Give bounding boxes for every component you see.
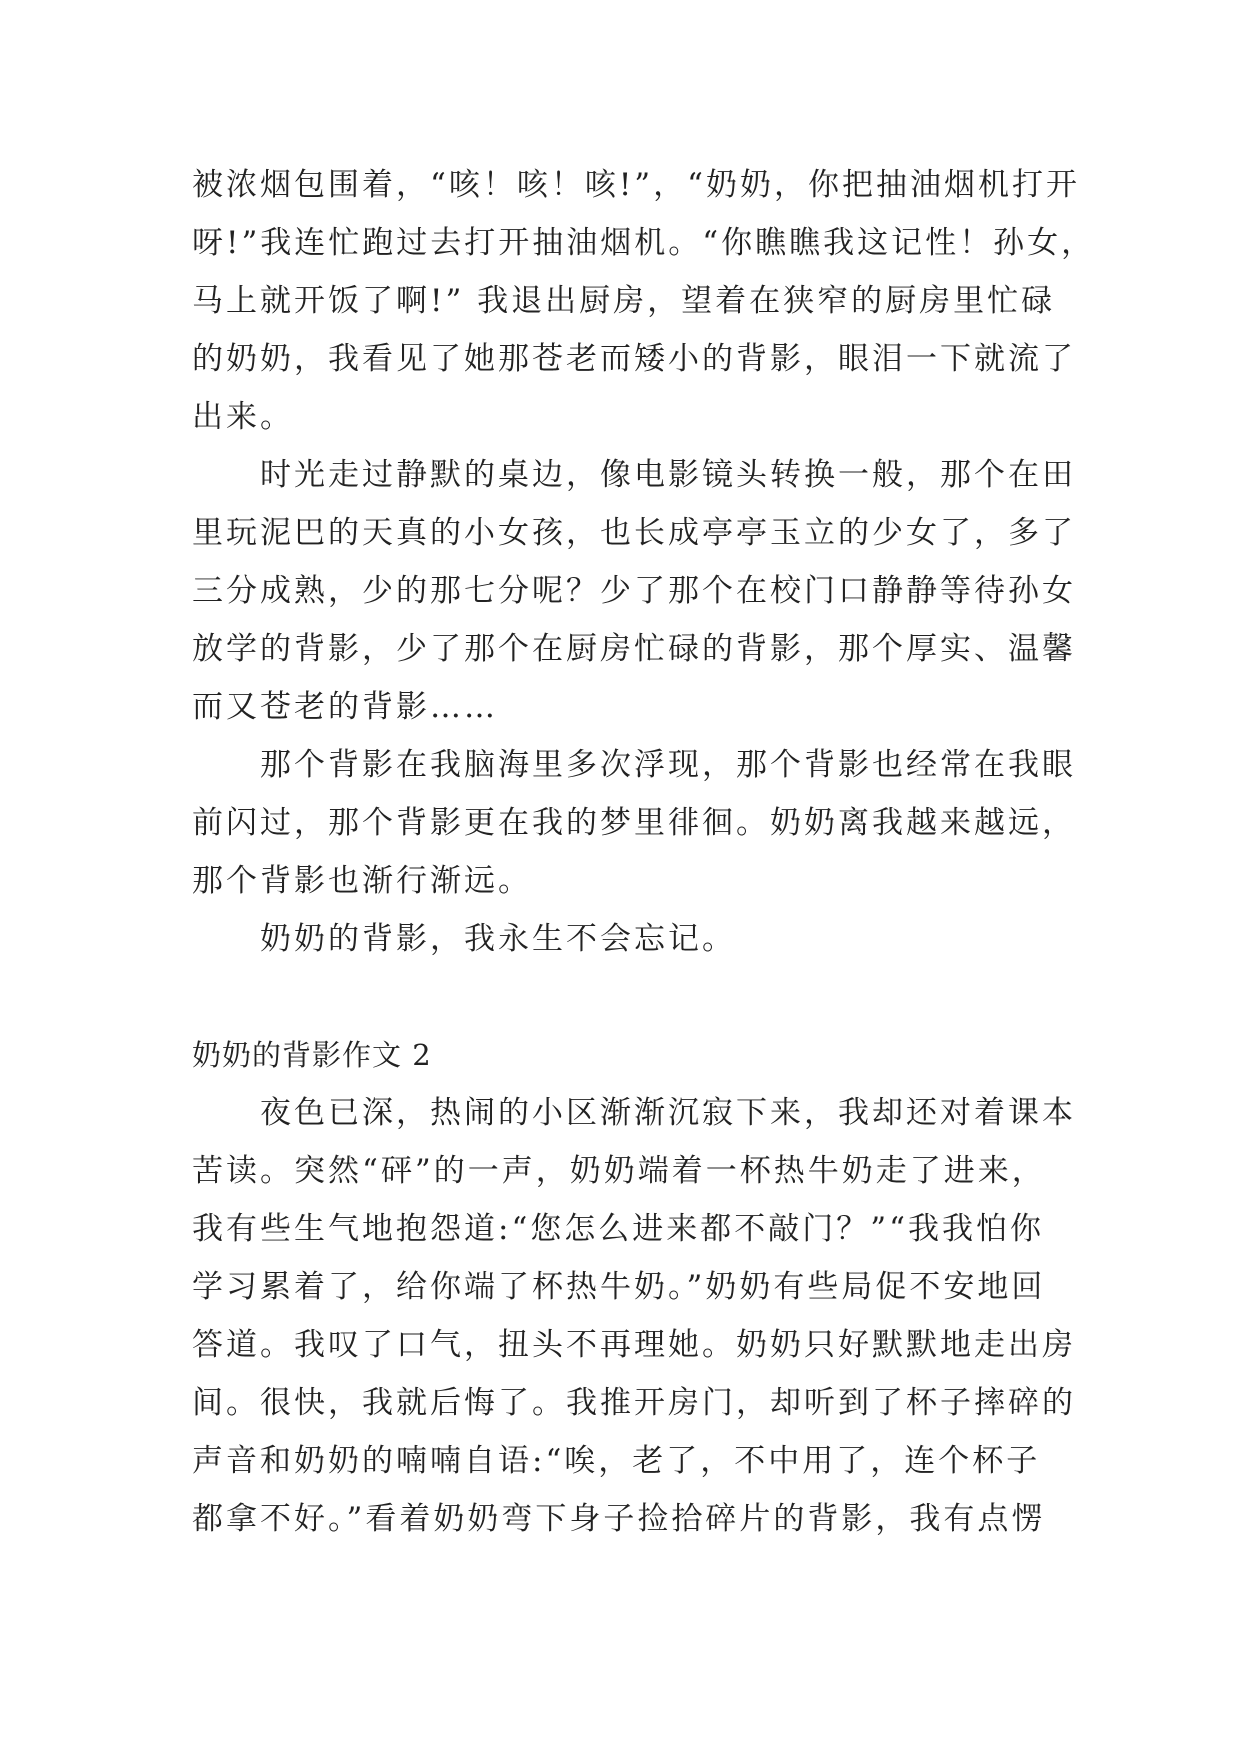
paragraph-line: 那个背影在我脑海里多次浮现，那个背影也经常在我眼: [192, 747, 1076, 783]
paragraph-line: 那个背影也渐行渐远。: [192, 863, 532, 899]
paragraph-line: 被浓烟包围着，“咳！咳！咳!”，“奶奶，你把抽油烟机打开: [192, 167, 1080, 203]
essay-text: [192, 156, 1096, 1548]
paragraph-line: 出来。: [192, 399, 294, 435]
paragraph-line: 答道。我叹了口气，扭头不再理她。奶奶只好默默地走出房: [192, 1327, 1076, 1363]
paragraph-line: 放学的背影，少了那个在厨房忙碌的背影，那个厚实、温馨: [192, 631, 1076, 667]
paragraph-line: 而又苍老的背影……: [192, 689, 498, 725]
paragraph-line: 马上就开饭了啊!” 我退出厨房，望着在狭窄的厨房里忙碌: [192, 283, 1056, 319]
paragraph-line: 夜色已深，热闹的小区渐渐沉寂下来，我却还对着课本: [192, 1095, 1076, 1131]
paragraph-line: 我有些生气地抱怨道:“您怎么进来都不敲门？”“我我怕你: [192, 1211, 1044, 1247]
paragraph-line: 里玩泥巴的天真的小女孩，也长成亭亭玉立的少女了，多了: [192, 515, 1076, 551]
paragraph-line: 间。很快，我就后悔了。我推开房门，却听到了杯子摔碎的: [192, 1385, 1076, 1421]
paragraph-line: 呀!”我连忙跑过去打开抽油烟机。“你瞧瞧我这记性！孙女，: [192, 225, 1096, 261]
section-gap: [192, 968, 1092, 1026]
paragraph-line: 时光走过静默的桌边，像电影镜头转换一般，那个在田: [192, 457, 1076, 493]
paragraph-line: 三分成熟，少的那七分呢？少了那个在校门口静静等待孙女: [192, 573, 1076, 609]
paragraph-line: 的奶奶，我看见了她那苍老而矮小的背影，眼泪一下就流了: [192, 341, 1076, 377]
paragraph-line: 都拿不好。”看着奶奶弯下身子捡拾碎片的背影，我有点愣: [192, 1501, 1046, 1537]
section-heading: 奶奶的背影作文 2: [192, 1038, 432, 1072]
paragraph-line: 前闪过，那个背影更在我的梦里徘徊。奶奶离我越来越远，: [192, 805, 1076, 841]
paragraph-line: 奶奶的背影，我永生不会忘记。: [192, 921, 736, 957]
paragraph-line: 声音和奶奶的喃喃自语:“唉，老了，不中用了，连个杯子: [192, 1443, 1041, 1479]
paragraph-line: 苦读。突然“砰”的一声，奶奶端着一杯热牛奶走了进来，: [192, 1153, 1046, 1189]
paragraph-line: 学习累着了，给你端了杯热牛奶。”奶奶有些局促不安地回: [192, 1269, 1046, 1305]
